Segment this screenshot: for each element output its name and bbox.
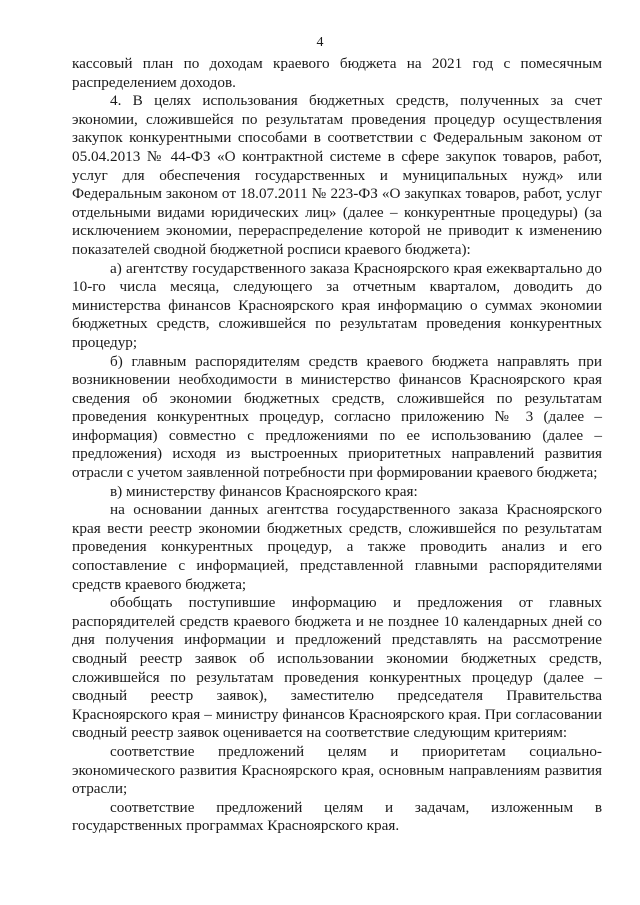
document-body (72, 55, 602, 836)
paragraph-item-4: 4. В целях использования бюджетных средств, полученных за счет экономии, сложившейся по результатам проведения процедур осуществления закупок конкурентными способами в соответствии с Федеральным законом от 05.04.2013 № 44-ФЗ «О контрактной системе в сфере закупок товаров, работ, услуг для обеспечения государственных и муниципальных нужд» или Федеральным законом от 18.07.2011 № 223-ФЗ «О закупках товаров, работ, услуг отдельными видами юридических лиц» (далее – конкурентные процедуры) (за исключением экономии, перераспределение которой не приводит к изменению показателей сводной бюджетной росписи краевого бюджета): (72, 92, 602, 258)
paragraph-criterion-2: соответствие предложений целям и задачам, изложенным в государственных программах Красноярского края. (72, 798, 602, 835)
paragraph-continuation: кассовый план по доходам краевого бюджета на 2021 год с помесячным распределением доходов. (72, 55, 602, 91)
paragraph-summarize: обобщать поступившие информацию и предложения от главных распорядителей средств краевого бюджета и не позднее 10 календарных дней со дня получения информации и предложений представлять на рассмотрение сводный реестр заявок об использовании экономии бюджетных средств, сложившейся по результатам проведения конкурентных процедур (далее – сводный реестр заявок), заместителю председателя Правительства Красноярского края – министру финансов Красноярского края. При согласовании сводный реестр заявок оценивается на соответствие следующим критериям: (72, 594, 602, 742)
page-number: 4 (316, 35, 324, 50)
paragraph-criterion-1: соответствие предложений целям и приоритетам социально-экономического развития Красноярского края, основным направлениям развития отрасли; (72, 742, 602, 798)
paragraph-subitem-v: в) министерству финансов Красноярского края: (110, 482, 418, 500)
paragraph-subitem-b: б) главным распорядителям средств краевого бюджета направлять при возникновении необходимости в министерство финансов Красноярского края сведения об экономии бюджетных средств, сложившейся по результатам проведения конкурентных процедур, согласно приложению № 3 (далее – информация) совместно с предложениями по ее использованию (далее – предложения) исходя из выстроенных приоритетных направлений развития отрасли с учетом заявленной потребности при формировании краевого бюджета; (72, 352, 602, 482)
paragraph-registry: на основании данных агентства государственного заказа Красноярского края вести реестр экономии бюджетных средств, сложившейся по результатам проведения конкурентных процедур, а также проводить анализ и его сопоставление с информацией, представленной главными распорядителями средств краевого бюджета; (72, 501, 602, 593)
paragraph-subitem-a: а) агентству государственного заказа Красноярского края ежеквартально до 10-го числа месяца, следующего за отчетным кварталом, доводить до министерства финансов Красноярского края информацию о суммах экономии бюджетных средств, сложившейся по результатам проведения конкурентных процедур; (72, 259, 602, 351)
